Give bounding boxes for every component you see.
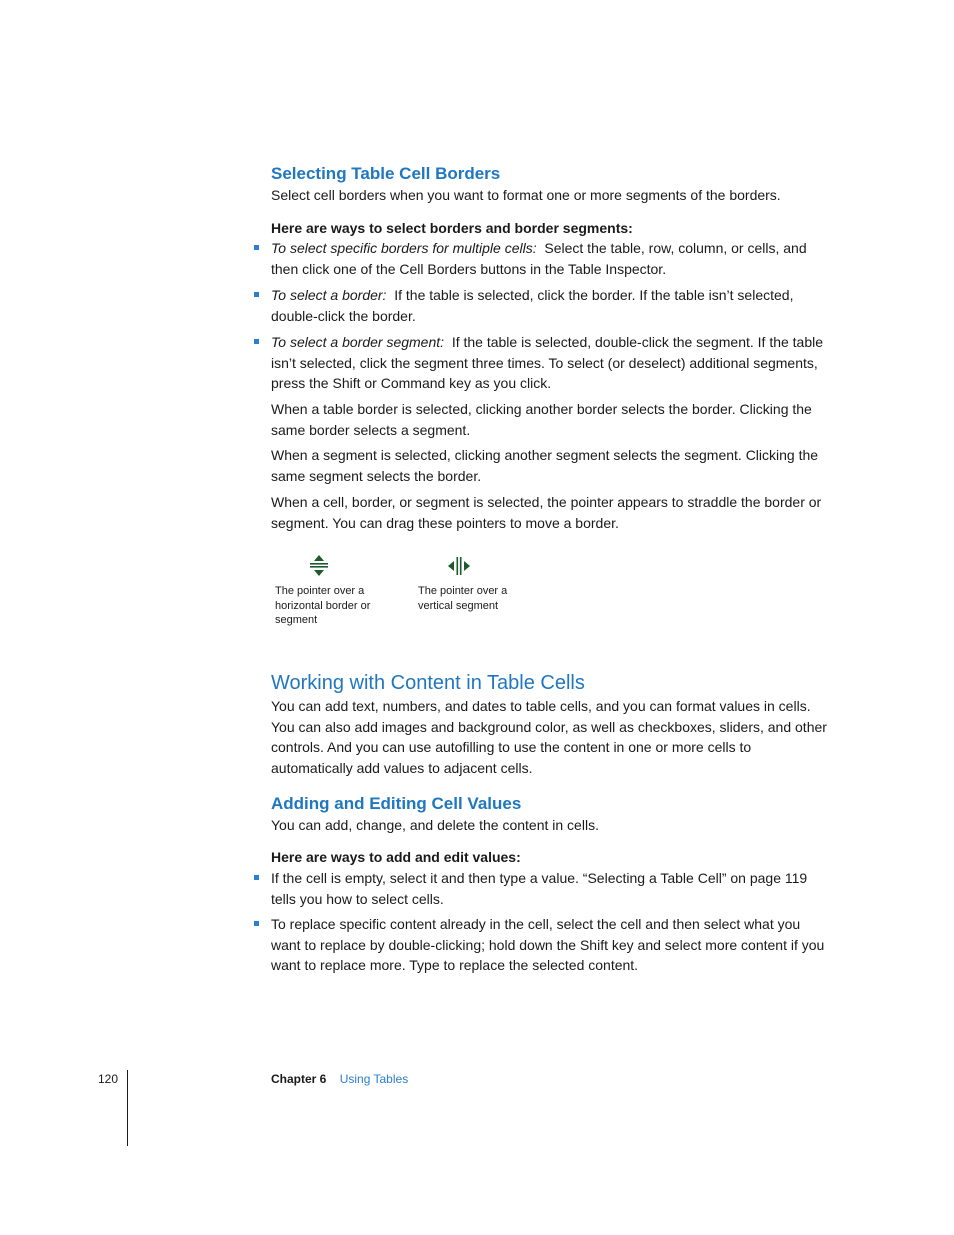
bullet-label: To select a border segment:	[271, 334, 445, 350]
section-working-with-content	[271, 670, 827, 778]
bullet-item	[271, 285, 827, 326]
bullet-text: If the cell is empty, select it and then type a value. “Selecting a Table Cell” on page 119 tells you how to select cells.	[271, 870, 808, 907]
bullet-label: To select a border:	[271, 287, 387, 303]
values-lead-block	[271, 847, 827, 867]
bullet-paragraph	[271, 868, 827, 909]
section-intro: You can add text, numbers, and dates to table cells, and you can format values in cells. You can also add images and background color, as well as checkboxes, sliders, and other controls. And you can use autofilling to use the content in one or more cells to automatically add values to adjacent cells.	[271, 698, 827, 776]
bullet-label: To select specific borders for multiple cells:	[271, 240, 537, 256]
section-intro: Select cell borders when you want to format one or more segments of the borders.	[271, 187, 781, 203]
bullet-text: Select the table, row, column, or cells, and then click one of the Cell Borders buttons in the Table Inspector.	[271, 240, 807, 277]
paragraph-block	[271, 445, 827, 486]
figure-caption-horizontal: The pointer over a horizontal border or segment	[275, 585, 371, 626]
lead-text: Here are ways to add and edit values:	[271, 849, 521, 865]
bullet-square-icon	[254, 339, 259, 344]
bullet-text: If the table is selected, double-click the segment. If the table isn’t selected, click the segment three times. To select (or deselect) additional segments, press the Shift or Command key as you click.	[271, 334, 824, 391]
resize-vertical-pointer-icon	[307, 553, 331, 577]
bullet-paragraph	[271, 914, 827, 976]
chapter-title-link[interactable]: Using Tables	[339, 1072, 409, 1086]
section-intro: You can add, change, and delete the content in cells.	[271, 817, 599, 833]
resize-horizontal-pointer-icon	[447, 554, 471, 578]
bullet-paragraph	[271, 332, 827, 394]
bullet-item	[271, 914, 827, 976]
chapter-label: Chapter 6	[271, 1072, 327, 1086]
footer-divider	[127, 1070, 128, 1146]
paragraph-block	[271, 492, 827, 533]
bullet-square-icon	[254, 292, 259, 297]
paragraph-block	[271, 399, 827, 440]
bullet-square-icon	[254, 875, 259, 880]
section-heading: Selecting Table Cell Borders	[271, 164, 501, 183]
figure-caption-vertical: The pointer over a vertical segment	[418, 585, 508, 612]
bullet-paragraph	[271, 285, 827, 326]
bullet-square-icon	[254, 245, 259, 250]
lead-text: Here are ways to select borders and border segments:	[271, 220, 633, 236]
bullet-square-icon	[254, 921, 259, 926]
section-selecting-borders	[271, 163, 827, 206]
section-heading: Working with Content in Table Cells	[271, 672, 585, 694]
bullet-item	[271, 238, 827, 279]
page-number: 120	[98, 1072, 119, 1086]
bullet-text: If the table is selected, click the border. If the table isn’t selected, double-click the border.	[271, 287, 794, 324]
borders-lead-block	[271, 218, 827, 238]
bullet-paragraph	[271, 238, 827, 279]
footer-chapter	[271, 1072, 408, 1086]
section-heading: Adding and Editing Cell Values	[271, 794, 522, 813]
section-adding-editing	[271, 793, 827, 836]
bullet-item	[271, 868, 827, 909]
bullet-item	[271, 332, 827, 394]
bullet-text: To replace specific content already in the cell, select the cell and then select what you want to replace by double-clicking; hold down the Shift key and select more content if you want to replace more. Type to replace the selected content.	[271, 916, 825, 973]
body-paragraph: When a table border is selected, clicking another border selects the border. Clicking the same border selects a segment.	[271, 401, 812, 438]
body-paragraph: When a segment is selected, clicking another segment selects the segment. Clicking the same segment selects the border.	[271, 447, 819, 484]
body-paragraph: When a cell, border, or segment is selected, the pointer appears to straddle the border or segment. You can drag these pointers to move a border.	[271, 494, 822, 531]
